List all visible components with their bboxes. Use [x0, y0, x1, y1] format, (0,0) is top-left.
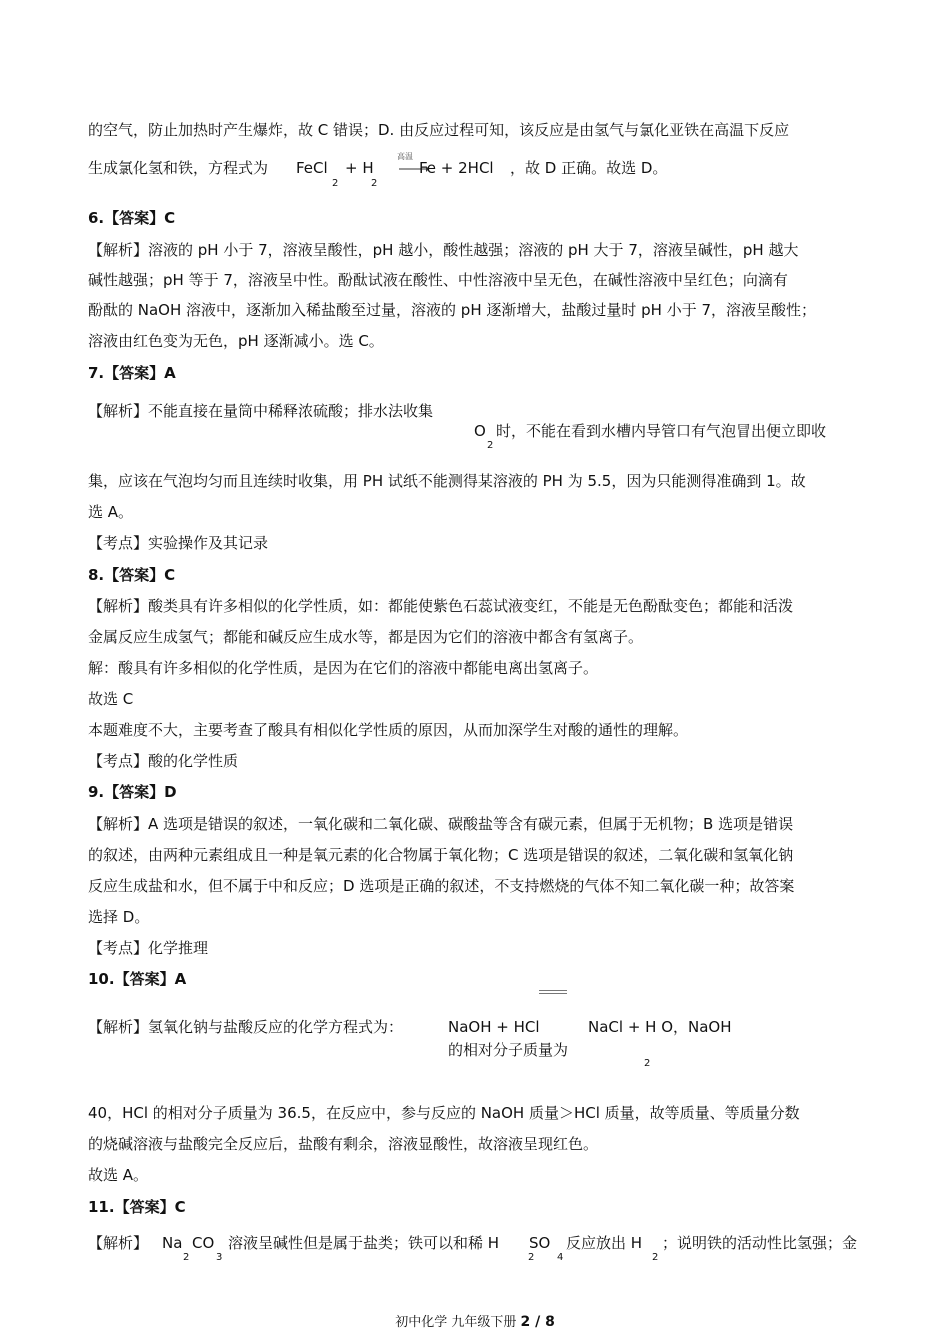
- text-line: 碱性越强；pH 等于 7，溶液呈中性。酚酞试液在酸性、中性溶液中呈无色，在碱性溶液中呈红色；向滴有: [88, 271, 788, 289]
- text-line: 溶液呈碱性但是属于盐类；铁可以和稀 H: [228, 1234, 500, 1252]
- page-number: 2 / 8: [520, 1314, 555, 1330]
- text-line: 反应放出 H: [566, 1234, 643, 1252]
- subscript: 2: [487, 440, 494, 451]
- text-line: 【解析】溶液的 pH 小于 7，溶液呈酸性，pH 越小，酸性越强；溶液的 pH 大于 7，溶液呈碱性，pH 越大: [88, 241, 799, 259]
- text-line: ；说明铁的活动性比氢强；金: [662, 1234, 858, 1252]
- key-point: 【考点】酸的化学性质: [88, 752, 239, 770]
- subscript: 3: [216, 1252, 223, 1263]
- answer-heading: 9.【答案】D: [88, 783, 177, 801]
- reaction-condition: 高温: [397, 152, 413, 161]
- text-line: 溶液由红色变为无色，pH 逐渐减小。选 C。: [88, 332, 384, 350]
- text-line: 【解析】不能直接在量筒中稀释浓硫酸；排水法收集: [88, 402, 434, 420]
- answer-heading: 11.【答案】C: [88, 1198, 186, 1216]
- text-line: 时，不能在看到水槽内导管口有气泡冒出便立即收: [496, 422, 827, 440]
- equation-part: FeCl: [296, 159, 328, 177]
- text-line: 金属反应生成氢气；都能和碱反应生成水等，都是因为它们的溶液中都含有氢离子。: [88, 628, 644, 646]
- formula: CO: [192, 1234, 215, 1252]
- text-line: 选择 D。: [88, 908, 150, 926]
- equation-part: Fe + 2HCl: [419, 159, 494, 177]
- equation-part: NaOH + HCl: [448, 1018, 540, 1036]
- text-line: 【解析】氢氧化钠与盐酸反应的化学方程式为：: [88, 1018, 404, 1036]
- key-point: 【考点】化学推理: [88, 939, 209, 957]
- text-line: 的烧碱溶液与盐酸完全反应后，盐酸有剩余，溶液显酸性，故溶液呈现红色。: [88, 1135, 599, 1153]
- formula: Na: [162, 1234, 183, 1252]
- equation-part: + H: [345, 159, 374, 177]
- text-line: 40，HCl 的相对分子质量为 36.5，在反应中，参与反应的 NaOH 质量＞HCl 质量，故等质量、等质量分数: [88, 1104, 800, 1122]
- answer-heading: 7.【答案】A: [88, 364, 176, 382]
- subscript: 2: [644, 1058, 651, 1069]
- answer-heading: 6.【答案】C: [88, 209, 176, 227]
- equation-part: NaCl + H O，NaOH: [588, 1018, 732, 1036]
- text-line: 生成氯化氢和铁，方程式为: [88, 159, 269, 177]
- equals-sign-icon: [539, 990, 567, 996]
- key-point: 【考点】实验操作及其记录: [88, 534, 269, 552]
- answer-heading: 8.【答案】C: [88, 566, 176, 584]
- text-line: ，故 D 正确。故选 D。: [510, 159, 668, 177]
- text-line: 反应生成盐和水，但不属于中和反应；D 选项是正确的叙述，不支持燃烧的气体不知二氧化碳一种；故答案: [88, 877, 795, 895]
- subscript: 2: [652, 1252, 659, 1263]
- text-line: 【解析】酸类具有许多相似的化学性质，如：都能使紫色石蕊试液变红，不能是无色酚酞变色；都能和活泼: [88, 597, 794, 615]
- subscript: 2: [332, 178, 339, 189]
- text-line: 酚酞的 NaOH 溶液中，逐渐加入稀盐酸至过量，溶液的 pH 逐渐增大，盐酸过量时 pH 小于 7，溶液呈酸性；: [88, 301, 817, 319]
- subscript: 2: [183, 1252, 190, 1263]
- page-footer: [0, 1312, 950, 1333]
- subscript: 4: [557, 1252, 564, 1263]
- text-line: 解：酸具有许多相似的化学性质，是因为在它们的溶液中都能电离出氢离子。: [88, 659, 599, 677]
- subscript: 2: [528, 1252, 535, 1263]
- text-line: 【解析】: [88, 1234, 149, 1252]
- text-line: 的叙述，由两种元素组成且一种是氧元素的化合物属于氧化物；C 选项是错误的叙述，二氧化碳和氢氧化钠: [88, 846, 794, 864]
- subscript: 2: [371, 178, 378, 189]
- text-line: 故选 A。: [88, 1166, 149, 1184]
- text-line: 故选 C: [88, 690, 134, 708]
- formula: O: [474, 422, 486, 440]
- text-line: 【解析】A 选项是错误的叙述，一氧化碳和二氧化碳、碳酸盐等含有碳元素，但属于无机物；B 选项是错误: [88, 815, 794, 833]
- text-line: 的空气，防止加热时产生爆炸，故 C 错误；D. 由反应过程可知，该反应是由氢气与氯化亚铁在高温下反应: [88, 121, 790, 139]
- course-name: 初中化学 九年级下册: [395, 1315, 517, 1330]
- text-line: 集，应该在气泡均匀而且连续时收集，用 PH 试纸不能测得某溶液的 PH 为 5.5，因为只能测得准确到 1。故: [88, 472, 806, 490]
- text-line: 的相对分子质量为: [448, 1041, 569, 1059]
- text-line: 本题难度不大，主要考查了酸具有相似化学性质的原因，从而加深学生对酸的通性的理解。: [88, 721, 689, 739]
- formula: SO: [529, 1234, 551, 1252]
- answer-heading: 10.【答案】A: [88, 970, 187, 988]
- text-line: 选 A。: [88, 503, 134, 521]
